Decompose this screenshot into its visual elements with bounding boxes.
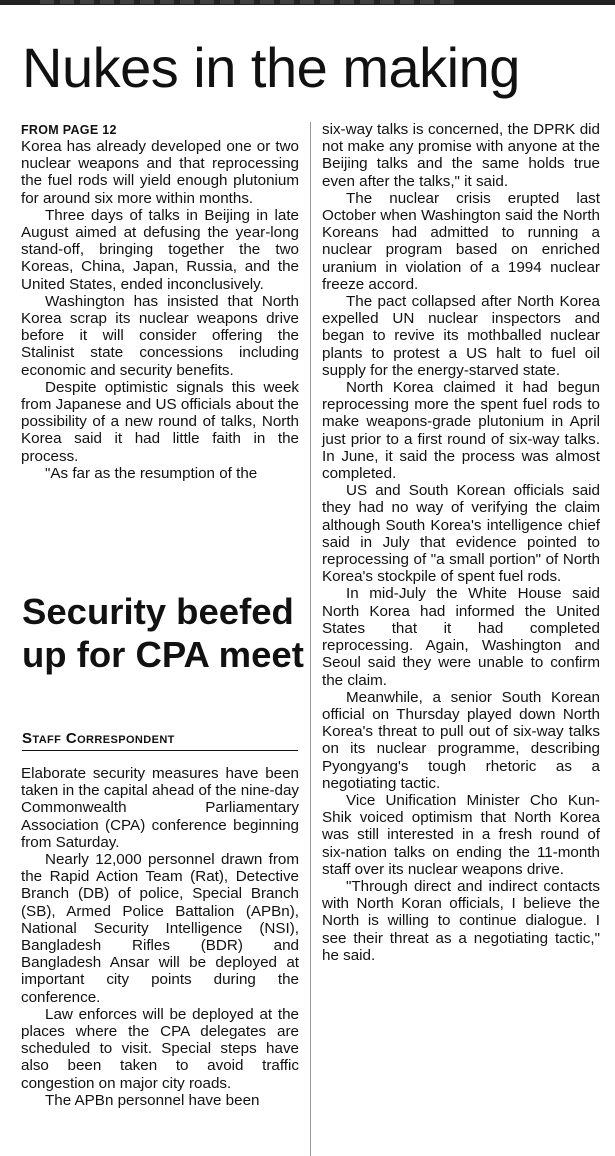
article-paragraph: The nuclear crisis erupted last October when Washington said the North Koreans had admitted to running a nuclear program based on enriched uranium in violation of a 1994 nuclear freeze accord.: [322, 189, 600, 293]
article-paragraph: "As far as the resumption of the: [45, 464, 258, 482]
security-article-column: [21, 765, 299, 1109]
security-article-headline: Security beefed up for CPA meet: [22, 591, 304, 675]
article-paragraph: Law enforces will be deployed at the places where the CPA delegates are scheduled to visit. Special steps have also been taken to avoid traffic congestion on major city roads.: [21, 1005, 299, 1092]
byline: Staff Correspondent: [22, 730, 298, 751]
nukes-article-right-column: [322, 121, 600, 964]
article-paragraph: six-way talks is concerned, the DPRK did not make any promise with anyone at the Beijing talks and the same holds true even after the talks," it said.: [322, 121, 600, 190]
article-paragraph: Nearly 12,000 personnel drawn from the Rapid Action Team (Rat), Detective Branch (DB) of police, Special Branch (SB), Armed Police Battalion (APBn), National Security Intelligence (NSI), Bangladesh Rifles (BDR) and Bangladesh Ansar will be deployed at important city points during the conference.: [21, 851, 299, 1006]
jump-line: FROM PAGE 12: [21, 123, 117, 137]
article-paragraph: North Korea claimed it had begun reprocessing more the spent fuel rods to make weapons-grade plutonium in April just prior to a first round of six-way talks. In June, it said the process was almost completed.: [322, 379, 600, 483]
article-paragraph: Vice Unification Minister Cho Kun-Shik voiced optimism that North Korea was still interested in a fresh round of six-nation talks on ending the 11-month staff over its nuclear weapons drive.: [322, 791, 600, 878]
article-paragraph: Despite optimistic signals this week from Japanese and US officials about the possibility of a new round of talks, North Korea said it had little faith in the process.: [21, 378, 299, 465]
article-paragraph: Washington has insisted that North Korea scrap its nuclear weapons drive before it will consider offering the Stalinist state concessions including economic and security benefits.: [21, 292, 299, 379]
article-paragraph: US and South Korean officials said they had no way of verifying the claim although South Korea's intelligence chief said in July that evidence pointed to reprocessing of "a small portion" of North Korea's stockpile of spent fuel rods.: [322, 482, 600, 586]
page-headline: Nukes in the making: [22, 36, 520, 99]
nukes-article-left-column: [21, 123, 299, 482]
article-paragraph: Korea has already developed one or two nuclear weapons and that reprocessing the fuel rods will yield enough plutonium for around six more within months.: [21, 138, 299, 207]
article-paragraph: The APBn personnel have been: [45, 1091, 260, 1109]
cut-off-header-text: [40, 0, 460, 4]
article-paragraph: Elaborate security measures have been taken in the capital ahead of the nine-day Commonwealth Parliamentary Association (CPA) conference beginning from Saturday.: [21, 765, 299, 851]
article-paragraph: "Through direct and indirect contacts with North Koran officials, I believe the North is willing to continue dialogue. I see their threat as a negotiating tactic," he said.: [322, 877, 600, 964]
article-paragraph: Meanwhile, a senior South Korean official on Thursday played down North Korea's threat to pull out of six-way talks on its nuclear programme, describing Pyongyang's tough rhetoric as a negotiating tactic.: [322, 688, 600, 792]
article-paragraph: In mid-July the White House said North Korea had informed the United States that it had completed reprocessing. Again, Washington and Seoul said they were unable to confirm the claim.: [322, 585, 600, 689]
article-paragraph: Three days of talks in Beijing in late August aimed at defusing the year-long stand-off, bringing together the two Koreas, China, Japan, Russia, and the United States, ended inconclusively.: [21, 206, 299, 293]
article-paragraph: The pact collapsed after North Korea expelled UN nuclear inspectors and began to revive its mothballed nuclear plants to protest a US halt to fuel oil supply for the energy-starved state.: [322, 293, 600, 379]
